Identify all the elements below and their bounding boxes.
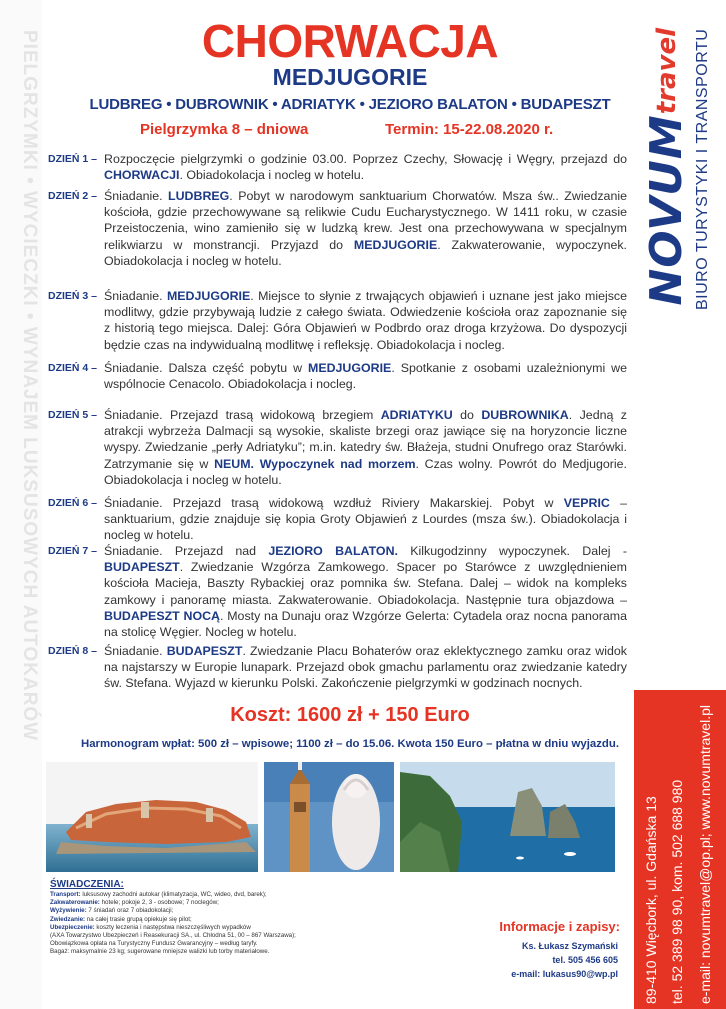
day-text-part: Śniadanie. Przejazd nad	[104, 544, 269, 558]
place-highlight: MEDJUGORIE	[308, 361, 392, 375]
info-title: Informacje i zapisy:	[499, 919, 620, 934]
day-text-part: . Pobyt w narodowym sanktuarium Chorwatów. Msza św.. Zwiedzanie kościoła, gdzie przechowywane są relikwie Cudu Eucharystycznego. W 1411 roku, w czasie Przeistoczenia, wino zamieniło się w ludzką krew. Jest ona przechowywana w specjalnym relikwiarzu w monstrancji. Przyjazd do	[104, 189, 627, 252]
benefit-item: (AXA Towarzystwo Ubezpieczeń i Reasekuracji SA., ul. Chłodna 51, 00 – 867 Warszawa);	[50, 932, 296, 940]
contact-address: 89-410 Więcbork, ul. Gdańska 13	[643, 796, 659, 1004]
place-highlight: NEUM. Wypoczynek nad morzem	[214, 456, 416, 471]
day-description	[104, 543, 627, 640]
trip-term: Termin: 15-22.08.2020 r.	[385, 121, 554, 138]
day-description	[104, 360, 627, 392]
day-description	[104, 643, 627, 692]
info-email: e-mail: lukasus90@wp.pl	[511, 969, 618, 979]
day-text-part: – sanktuarium, gdzie znajduje się kopia Groty Objawień z Lourdes (msza św.). Obiadokolacja i nocleg w hotelu.	[104, 496, 627, 543]
day-label: DZIEŃ 5 –	[48, 409, 98, 421]
day-label: DZIEŃ 8 –	[48, 645, 98, 657]
benefit-item: Zwiedzanie: na całej trasie grupą opiekuje się pilot;	[50, 915, 192, 923]
coast-rocks-photo	[400, 762, 615, 872]
place-highlight: CHORWACJI	[104, 168, 180, 183]
day-text-part: Śniadanie.	[104, 289, 167, 303]
place-highlight: BUDAPESZT NOCĄ	[104, 608, 220, 623]
contact-phones: tel. 52 389 98 90, kom. 502 688 980	[669, 779, 685, 1004]
day-description	[104, 151, 627, 183]
trip-cost: Koszt: 1600 zł + 150 Euro	[230, 704, 470, 726]
dubrovnik-photo	[46, 762, 258, 872]
page-title: CHORWACJA	[201, 15, 499, 67]
benefit-item: Transport: luksusowy zachodni autokar (klimatyzacja, WC, wideo, dvd, barek);	[50, 891, 267, 898]
benefit-item: Obowiązkowa opłata na Turystyczny Fundusz Gwarancyjny – według taryfy.	[50, 940, 258, 948]
day-text-part: Śniadanie.	[104, 644, 167, 658]
day-text-part: . Mosty na Dunaju oraz Wzgórze Gelerta: Cytadela oraz nocna panorama na stolicę Węgier. Nocleg w hotelu.	[104, 608, 627, 640]
benefits-title: ŚWIADCZENIA:	[50, 879, 124, 890]
day-text-part: . Spotkanie z osobami uzależnionymi we wspólnocie Cenacolo. Obiadokolacja i nocleg.	[104, 361, 627, 392]
place-highlight: BUDAPESZT	[104, 560, 180, 575]
place-highlight: DUBROWNIKA	[481, 408, 569, 422]
place-highlight: ADRIATYKU	[380, 408, 453, 422]
day-description	[104, 495, 627, 544]
day-label: DZIEŃ 3 –	[48, 290, 98, 302]
benefit-item: Wyżywienie: 7 śniadań oraz 7 obiadokolacji;	[50, 907, 174, 915]
place-highlight: LUDBREG	[168, 189, 230, 203]
benefit-item: Ubezpieczenie: koszty leczenia i następstwa nieszczęśliwych wypadków	[50, 923, 251, 931]
day-text-part: Śniadanie. Przejazd trasą widokową brzegiem	[104, 408, 381, 422]
page-subtitle: MEDJUGORIE	[272, 64, 428, 90]
day-description	[104, 407, 627, 488]
day-text-part: . Jedną z atrakcji wybrzeża Dalmacji są wysokie, skaliste brzegi oraz jawiące się na horyzoncie liczne wyspy. Zwiedzanie „perły Adriatyku”; m.in. katedry św. Błażeja, studni Onufrego oraz Starówki. Zatrzymanie się w	[104, 408, 627, 471]
day-text-part: Śniadanie. Dalsza część pobytu w	[104, 361, 308, 375]
left-decorative-strip	[0, 0, 42, 1009]
day-text-part: Śniadanie.	[104, 189, 169, 203]
day-text-part: do	[452, 408, 482, 422]
day-text-part: . Zwiedzanie Wzgórza Zamkowego. Spacer po Starówce z uwzględnieniem kościoła Macieja, Baszty Rybackiej oraz pomnika św. Stefana. Dalej – widok na kompleks zamkowy i panoramę miasta. Zakwaterowanie. Obiadokolacja. Następnie tura objazdowa –	[104, 560, 627, 607]
medjugorje-church-photo	[264, 762, 394, 872]
place-highlight: MEDJUGORIE	[166, 289, 251, 303]
brand-name: NOVUM	[641, 114, 692, 306]
place-highlight: JEZIORO BALATON.	[268, 544, 398, 558]
info-phone: tel. 505 456 605	[552, 955, 618, 965]
day-label: DZIEŃ 2 –	[48, 190, 98, 202]
day-label: DZIEŃ 7 –	[48, 545, 98, 557]
day-label: DZIEŃ 4 –	[48, 362, 98, 374]
day-text-part: Rozpoczęcie pielgrzymki o godzinie 03.00. Poprzez Czechy, Słowację i Węgry, przejazd do	[104, 152, 627, 166]
day-text-part: . Zwiedzanie Placu Bohaterów oraz eklektycznego zamku oraz widok na najstarszy w Europie lunapark. Przejazd obok gmachu parlamentu oraz zwiedzanie katedry św. Stefana. Wyjazd w kierunku Polski. Zakończenie pielgrzymki w godzinach nocnych.	[104, 644, 627, 691]
info-name: Ks. Łukasz Szymański	[521, 941, 618, 951]
place-highlight: MEDJUGORIE	[353, 237, 438, 252]
day-text-part: . Czas wolny. Powrót do Medjugorie. Obiadokolacja i nocleg w hotelu.	[104, 456, 627, 487]
day-text-part: . Zakwaterowanie, wypoczynek. Obiadokolacja i nocleg w hotelu.	[104, 237, 627, 268]
day-text-part: . Obiadokolacja i nocleg w hotelu.	[179, 168, 365, 183]
route-list: LUDBREG • DUBROWNIK • ADRIATYK • JEZIORO BALATON • BUDAPESZT	[89, 96, 611, 113]
brand-tag: travel	[652, 28, 682, 115]
place-highlight: VEPRIC	[563, 496, 610, 510]
payment-schedule: Harmonogram wpłat: 500 zł – wpisowe; 1100 zł – do 15.06. Kwota 150 Euro – płatna w dniu wyjazdu.	[80, 738, 620, 750]
brand-subtitle: BIURO TURYSTYKI I TRANSPORTU	[694, 28, 711, 310]
benefits-list	[50, 891, 380, 957]
contact-web: e-mail: novumtravel@op.pl; www.novumtravel.pl	[697, 705, 713, 1004]
day-description	[104, 188, 627, 269]
day-text-part: Kilkugodzinny wypoczynek. Dalej -	[397, 544, 627, 558]
day-label: DZIEŃ 1 –	[48, 153, 98, 165]
day-text-part: Śniadanie. Przejazd trasą widokową wzdłuż Riviery Makarskiej. Pobyt w	[104, 496, 564, 510]
brand-logo	[641, 28, 692, 306]
place-highlight: BUDAPESZT	[166, 644, 243, 658]
benefit-item: Bagaż: maksymalnie 23 kg; sugerowane mniejsze walizki lub torby materiałowe.	[50, 948, 270, 956]
day-description	[104, 288, 627, 353]
benefit-item: Zakwaterowanie: hotele; pokoje 2, 3 - osobowe; 7 noclegów;	[50, 899, 219, 907]
day-text-part: . Miejsce to słynie z trwających objawień i uznane jest jako miejsce modlitwy, gdzie przybywają ludzie z całego świata. Odwiedzenie kościoła oraz zapoznanie się z historią tego miejsca. Dalej: Góra Objawień w Podbrdo oraz droga krzyżowa. Do dyspozycji będzie czas na indywidualną modlitwę i refleksję. Obiadokolacja i nocleg.	[104, 289, 627, 352]
trip-length: Pielgrzymka 8 – dniowa	[140, 121, 309, 138]
day-label: DZIEŃ 6 –	[48, 497, 98, 509]
side-slogan: PIELGRZYMKI • WYCIECZKI • WYNAJEM LUKSUSOWYCH AUTOKARÓW	[19, 30, 40, 742]
